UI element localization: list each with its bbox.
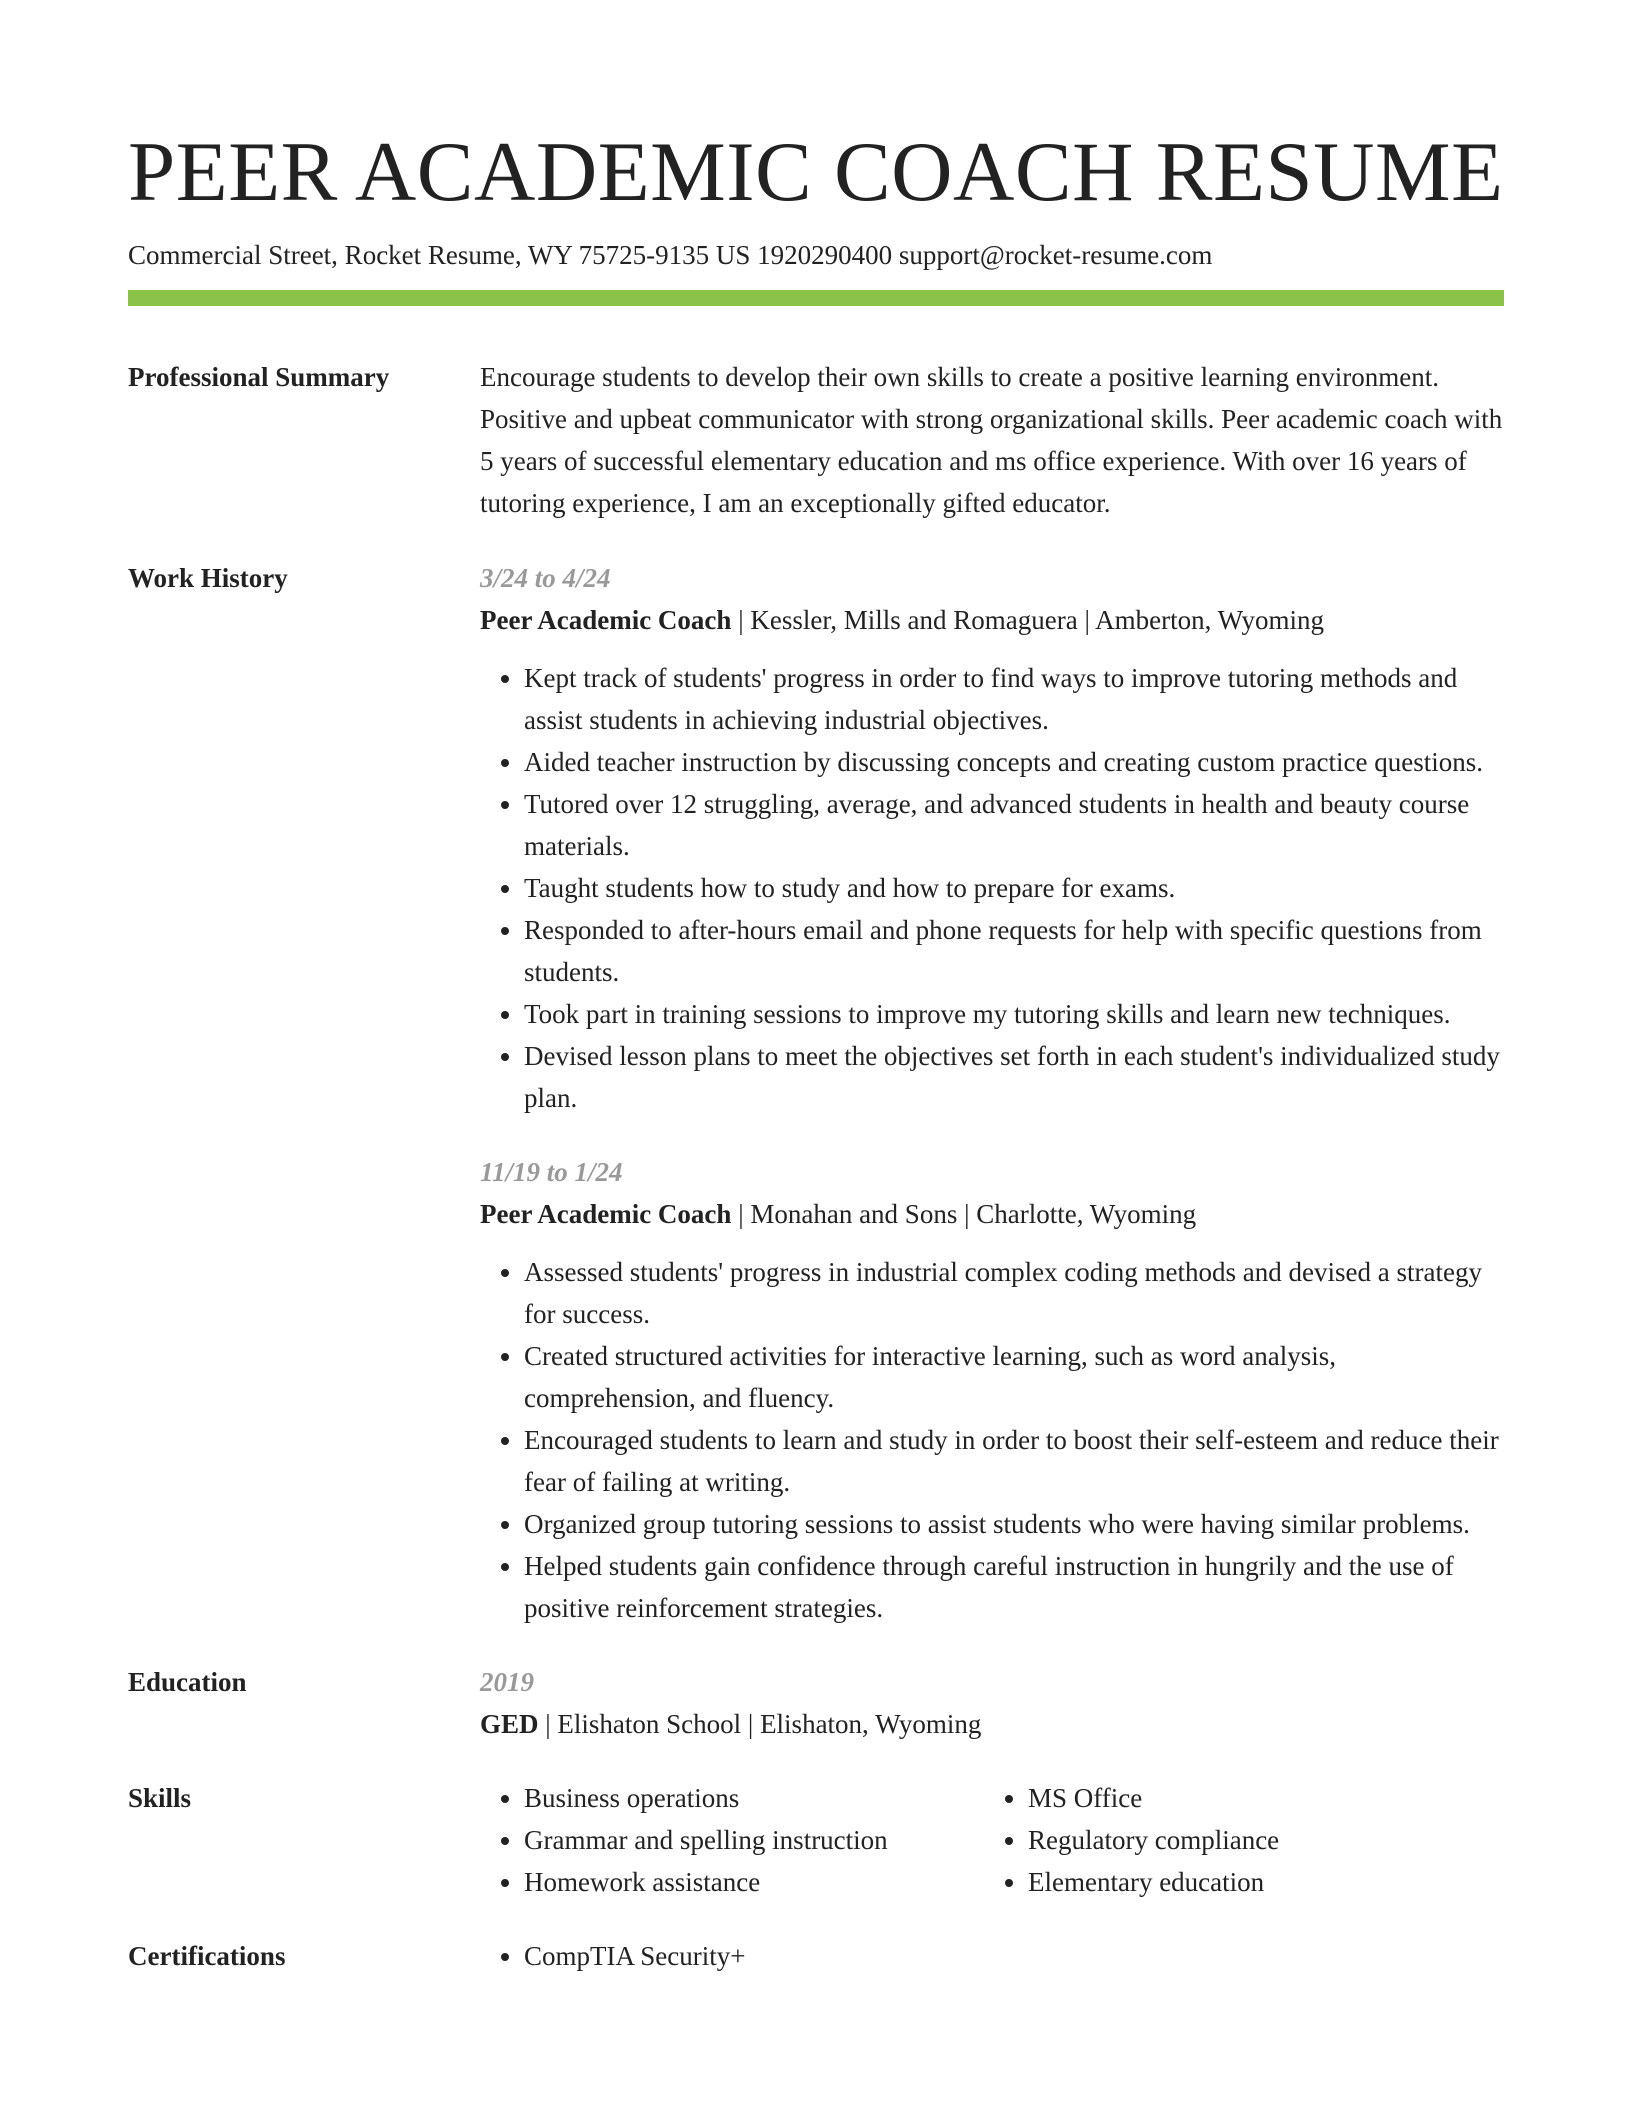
education-line bbox=[480, 1703, 1504, 1745]
work-history-section bbox=[128, 557, 1504, 1629]
summary-heading: Professional Summary bbox=[128, 362, 390, 392]
job-employer: | Monahan and Sons | Charlotte, Wyoming bbox=[731, 1199, 1197, 1229]
work-history-heading: Work History bbox=[128, 563, 288, 593]
list-item: • Created structured activities for interactive learning, such as word analysis, comprehension, and fluency. bbox=[524, 1335, 1504, 1419]
summary-section bbox=[128, 356, 1504, 524]
skill-item: • MS Office bbox=[1028, 1777, 1488, 1819]
list-item: • Taught students how to study and how to prepare for exams. bbox=[524, 867, 1504, 909]
education-school: | Elishaton School | Elishaton, Wyoming bbox=[538, 1709, 982, 1739]
skill-item: • Elementary education bbox=[1028, 1861, 1488, 1903]
job-bullets bbox=[480, 1251, 1504, 1629]
job-title: Peer Academic Coach bbox=[480, 605, 732, 635]
skills-list-left bbox=[480, 1777, 984, 1903]
certifications-section bbox=[128, 1935, 1504, 1977]
list-item: • Devised lesson plans to meet the objectives set forth in each student's individualized study plan. bbox=[524, 1035, 1504, 1119]
list-item: • Took part in training sessions to improve my tutoring skills and learn new techniques. bbox=[524, 993, 1504, 1035]
resume-title: PEER ACADEMIC COACH RESUME bbox=[128, 125, 1504, 219]
job-dates: 3/24 to 4/24 bbox=[480, 563, 611, 593]
skill-item: • Homework assistance bbox=[524, 1861, 984, 1903]
summary-text: Encourage students to develop their own skills to create a positive learning environment. Positive and upbeat communicator with strong organizational skills. Peer academic coach with 5 years of successful elementary education and ms office experience. With over 16 years of tutoring experience, I am an exceptionally gifted educator. bbox=[480, 362, 1503, 518]
job-entry bbox=[480, 1151, 1504, 1629]
list-item: • Assessed students' progress in industrial complex coding methods and devised a strategy for success. bbox=[524, 1251, 1504, 1335]
list-item: • Tutored over 12 struggling, average, and advanced students in health and beauty course materials. bbox=[524, 783, 1504, 867]
job-employer: | Kessler, Mills and Romaguera | Amberton, Wyoming bbox=[731, 605, 1324, 635]
skills-heading: Skills bbox=[128, 1783, 192, 1813]
list-item: • Encouraged students to learn and study in order to boost their self-esteem and reduce their fear of failing at writing. bbox=[524, 1419, 1504, 1503]
education-section bbox=[128, 1661, 1504, 1745]
certifications-list bbox=[480, 1935, 1504, 1977]
education-year: 2019 bbox=[480, 1667, 534, 1697]
job-entry bbox=[480, 557, 1504, 1119]
skill-item: • Grammar and spelling instruction bbox=[524, 1819, 984, 1861]
list-item: • Helped students gain confidence through careful instruction in hungrily and the use of positive reinforcement strategies. bbox=[524, 1545, 1504, 1629]
list-item: • Responded to after-hours email and phone requests for help with specific questions from students. bbox=[524, 909, 1504, 993]
education-degree: GED bbox=[480, 1709, 539, 1739]
education-heading: Education bbox=[128, 1667, 247, 1697]
certifications-heading: Certifications bbox=[128, 1941, 286, 1971]
accent-divider bbox=[128, 290, 1504, 306]
contact-line: Commercial Street, Rocket Resume, WY 75725-9135 US 1920290400 support@rocket-resume.com bbox=[128, 240, 1213, 270]
skills-list-right bbox=[984, 1777, 1488, 1903]
list-item: • Organized group tutoring sessions to assist students who were having similar problems. bbox=[524, 1503, 1504, 1545]
job-bullets bbox=[480, 657, 1504, 1119]
job-dates: 11/19 to 1/24 bbox=[480, 1157, 623, 1187]
job-heading bbox=[480, 599, 1504, 641]
job-heading bbox=[480, 1193, 1504, 1235]
list-item: • Aided teacher instruction by discussing concepts and creating custom practice questions. bbox=[524, 741, 1504, 783]
skill-item: • Business operations bbox=[524, 1777, 984, 1819]
job-title: Peer Academic Coach bbox=[480, 1199, 732, 1229]
skills-section bbox=[128, 1777, 1504, 1903]
certification-item: • CompTIA Security+ bbox=[524, 1935, 1504, 1977]
list-item: • Kept track of students' progress in order to find ways to improve tutoring methods and assist students in achieving industrial objectives. bbox=[524, 657, 1504, 741]
skill-item: • Regulatory compliance bbox=[1028, 1819, 1488, 1861]
